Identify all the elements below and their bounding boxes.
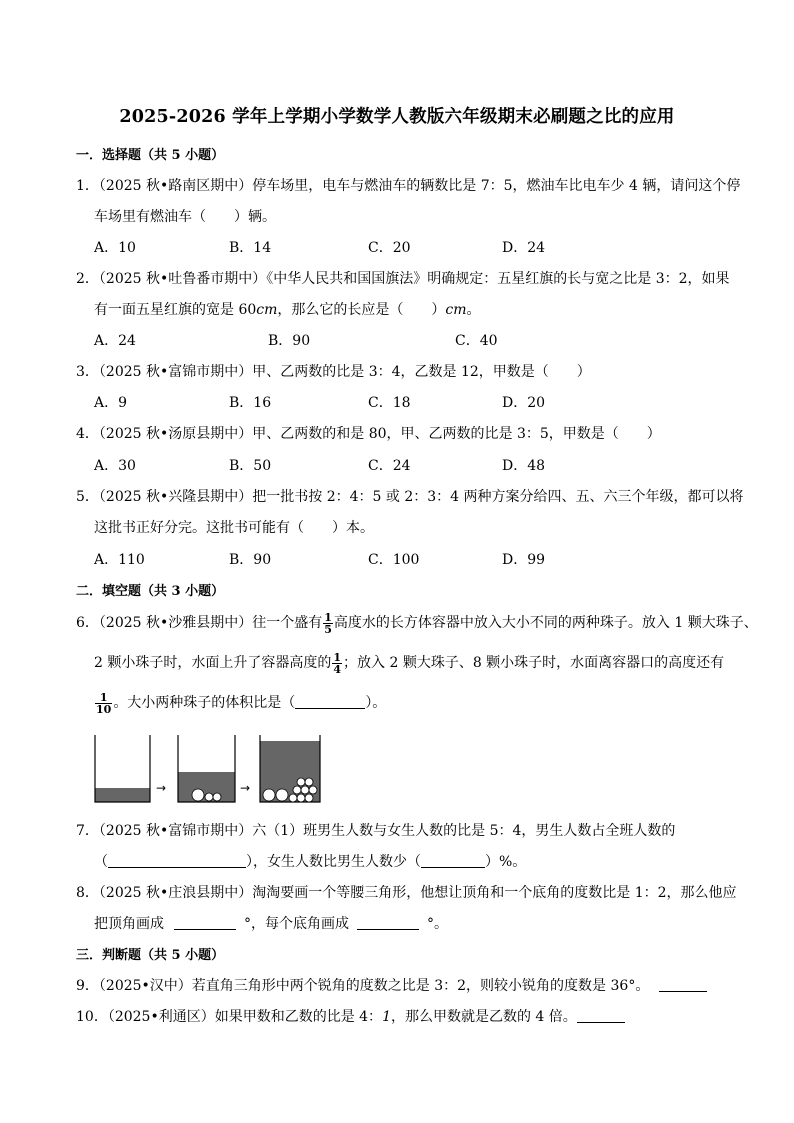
section-heading-judge: 三．判断题（共 5 小题） — [76, 948, 225, 963]
question-8-text-cont — [94, 913, 448, 933]
q2-unit: cm — [445, 302, 467, 318]
question-1-text-cont: 车场里有燃油车（ ）辆。 — [94, 209, 276, 225]
small-bead — [309, 786, 317, 794]
small-bead — [301, 786, 309, 794]
small-bead — [205, 793, 213, 801]
question-2-text-cont — [94, 299, 481, 319]
q6-text-part: 。大小两种珠子的体积比是（ — [113, 695, 296, 711]
fraction-denominator: 4 — [333, 662, 342, 676]
container-after-first — [178, 735, 235, 802]
q8-text-part: 把顶角画成 — [94, 916, 164, 932]
q5-option-c[interactable]: C．100 — [368, 552, 420, 568]
container-diagram — [90, 733, 330, 805]
fraction-numerator: 1 — [333, 650, 342, 664]
fraction-one-fifth — [323, 612, 333, 635]
question-6-text — [76, 610, 758, 636]
fraction-numerator: 1 — [324, 610, 332, 624]
fraction-numerator: 1 — [95, 692, 112, 704]
fraction-denominator: 5 — [324, 622, 332, 636]
q2-option-b[interactable]: B．90 — [268, 333, 311, 349]
answer-blank[interactable] — [659, 977, 707, 992]
section-heading-choice: 一．选择题（共 5 小题） — [76, 148, 225, 163]
answer-blank[interactable] — [174, 915, 236, 930]
small-bead — [305, 794, 313, 802]
question-2-text: 2．（2025 秋•吐鲁番市期中）《中华人民共和国国旗法》明确规定：五星红旗的长与宽之比是 3：2，如果 — [76, 271, 730, 287]
q7-text-part: ）%。 — [485, 854, 527, 870]
arrow-icon: → — [156, 781, 167, 795]
page-title: 2025-2026 学年上学期小学数学人教版六年级期末必刷题之比的应用 — [119, 107, 675, 127]
q1-option-c[interactable]: C．20 — [368, 240, 411, 256]
q2-text-part: ，那么它的长应是（ ） — [277, 302, 446, 318]
q10-text-part: 1 — [382, 1009, 391, 1025]
q8-text-part: °，每个底角画成 — [244, 916, 349, 932]
q2-unit: cm — [256, 302, 278, 318]
q2-text-part: 。 — [466, 302, 481, 318]
q5-option-a[interactable]: A．110 — [94, 552, 145, 568]
q5-option-d[interactable]: D．99 — [502, 552, 546, 568]
q3-option-a[interactable]: A．9 — [94, 395, 128, 411]
q4-option-b[interactable]: B．50 — [229, 458, 272, 474]
question-1-text: 1．（2025 秋•路南区期中）停车场里，电车与燃油车的辆数比是 7：5，燃油车比电车少 4 辆，请问这个停 — [76, 178, 741, 194]
q1-option-b[interactable]: B．14 — [229, 240, 272, 256]
fraction-one-tenth — [95, 692, 112, 715]
question-7-text-cont — [94, 851, 526, 871]
section-heading-fill: 二．填空题（共 3 小题） — [76, 584, 225, 599]
q2-option-a[interactable]: A．24 — [94, 333, 136, 349]
question-4-text: 4．（2025 秋•汤原县期中）甲、乙两数的和是 80，甲、乙两数的比是 3：5，甲数是（ ） — [76, 426, 661, 442]
q3-option-d[interactable]: D．20 — [502, 395, 546, 411]
small-bead — [305, 778, 313, 786]
container-initial — [95, 735, 150, 802]
q1-option-a[interactable]: A．10 — [94, 240, 136, 256]
answer-blank[interactable] — [421, 853, 485, 868]
q4-option-a[interactable]: A．30 — [94, 458, 136, 474]
q10-text-part: 10．（2025•利通区）如果甲数和乙数的比是 4： — [76, 1009, 383, 1025]
q6-text-part: ）。 — [365, 695, 387, 711]
answer-blank[interactable] — [295, 694, 365, 709]
question-9-text — [76, 975, 707, 995]
arrow-icon: → — [240, 781, 251, 795]
container-after-second — [260, 735, 320, 802]
answer-blank[interactable] — [108, 853, 246, 868]
fraction-one-fourth — [332, 652, 342, 675]
q7-text-part: （ — [94, 854, 108, 870]
q9-text-part: 9．（2025•汉中）若直角三角形中两个锐角的度数之比是 3：2，则较小锐角的度数是 36°。 — [76, 978, 650, 994]
q2-option-c[interactable]: C．40 — [455, 333, 498, 349]
answer-blank[interactable] — [577, 1008, 625, 1023]
q3-option-b[interactable]: B．16 — [229, 395, 272, 411]
question-5-text: 5．（2025 秋•兴隆县期中）把一批书按 2：4：5 或 2：3：4 两种方案分给四、五、六三个年级，都可以将 — [76, 489, 744, 505]
q6-text-part: 高度水的长方体容器中放入大小不同的两种珠子。放入 1 颗大珠子、 — [333, 615, 758, 631]
large-bead — [263, 789, 275, 801]
q7-text-part: ），女生人数比男生人数少（ — [246, 854, 421, 870]
small-bead — [293, 786, 301, 794]
fraction-denominator: 10 — [96, 702, 112, 716]
small-bead — [289, 794, 297, 802]
small-bead — [297, 794, 305, 802]
question-3-text: 3．（2025 秋•富锦市期中）甲、乙两数的比是 3：4，乙数是 12，甲数是（ ） — [76, 364, 591, 380]
water-level — [95, 788, 150, 802]
question-5-text-cont: 这批书正好分完。这批书可能有（ ）本。 — [94, 520, 374, 536]
q8-text-part: °。 — [427, 916, 448, 932]
answer-blank[interactable] — [357, 915, 419, 930]
q6-text-part: ；放入 2 颗大珠子、8 颗小珠子时，水面离容器口的高度还有 — [343, 655, 725, 671]
q6-text-part: 6．（2025 秋•沙雅县期中）往一个盛有 — [76, 615, 323, 631]
question-10-text — [76, 1006, 625, 1026]
question-6-text-cont2 — [94, 690, 386, 716]
question-8-text: 8．（2025 秋•庄浪县期中）淘淘要画一个等腰三角形，他想让顶角和一个底角的度数比是 1：2，那么他应 — [76, 885, 737, 901]
q2-text-part: 有一面五星红旗的宽是 60 — [94, 302, 257, 318]
question-7-text: 7．（2025 秋•富锦市期中）六（1）班男生人数与女生人数的比是 5：4，男生人数占全班人数的 — [76, 823, 676, 839]
small-bead — [213, 793, 221, 801]
q6-text-part: 2 颗小珠子时，水面上升了容器高度的 — [94, 655, 332, 671]
q1-option-d[interactable]: D．24 — [502, 240, 546, 256]
large-bead — [192, 789, 204, 801]
q5-option-b[interactable]: B．90 — [229, 552, 272, 568]
question-6-text-cont — [94, 650, 724, 676]
large-bead — [276, 789, 288, 801]
q3-option-c[interactable]: C．18 — [368, 395, 411, 411]
q10-text-part: ，那么甲数就是乙数的 4 倍。 — [390, 1009, 577, 1025]
small-bead — [297, 778, 305, 786]
q4-option-d[interactable]: D．48 — [502, 458, 546, 474]
q4-option-c[interactable]: C．24 — [368, 458, 411, 474]
